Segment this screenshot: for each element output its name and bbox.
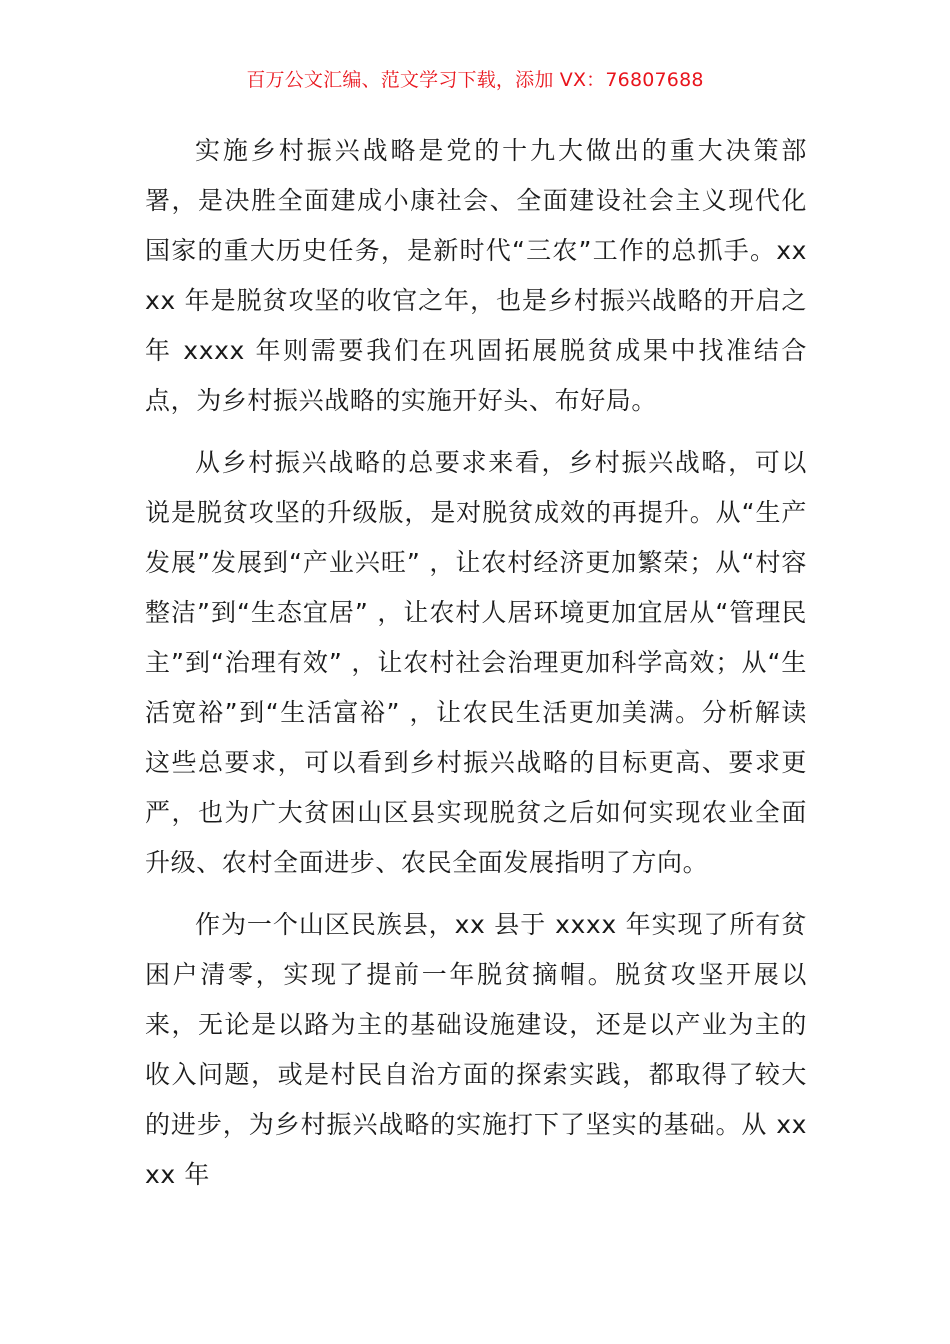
document-body [145,126,807,1212]
paragraph-3: 作为一个山区民族县，xx 县于 xxxx 年实现了所有贫困户清零，实现了提前一年脱贫摘帽。脱贫攻坚开展以来，无论是以路为主的基础设施建设，还是以产业为主的收入问题，或是村民自治方面的探索实践，都取得了较大的进步，为乡村振兴战略的实施打下了坚实的基础。从 xxxx 年 [145,910,807,1189]
paragraph-2: 从乡村振兴战略的总要求来看，乡村振兴战略，可以说是脱贫攻坚的升级版，是对脱贫成效的再提升。从“生产发展”发展到“产业兴旺” ，让农村经济更加繁荣；从“村容整洁”到“生态宜居” ，让农村人居环境更加宜居从“管理民主”到“治理有效” ，让农村社会治理更加科学高效；从“生活宽裕”到“生活富裕” ，让农民生活更加美满。分析解读这些总要求，可以看到乡村振兴战略的目标更高、要求更严，也为广大贫困山区县实现脱贫之后如何实现农业全面升级、农村全面进步、农民全面发展指明了方向。 [145,448,807,877]
header-notice: 百万公文汇编、范文学习下载，添加 VX：76807688 [246,69,704,91]
paragraph-1: 实施乡村振兴战略是党的十九大做出的重大决策部署，是决胜全面建成小康社会、全面建设社会主义现代化国家的重大历史任务，是新时代“三农”工作的总抓手。xxxx 年是脱贫攻坚的收官之年，也是乡村振兴战略的开启之年 xxxx 年则需要我们在巩固拓展脱贫成果中找准结合点，为乡村振兴战略的实施开好头、布好局。 [145,136,807,415]
